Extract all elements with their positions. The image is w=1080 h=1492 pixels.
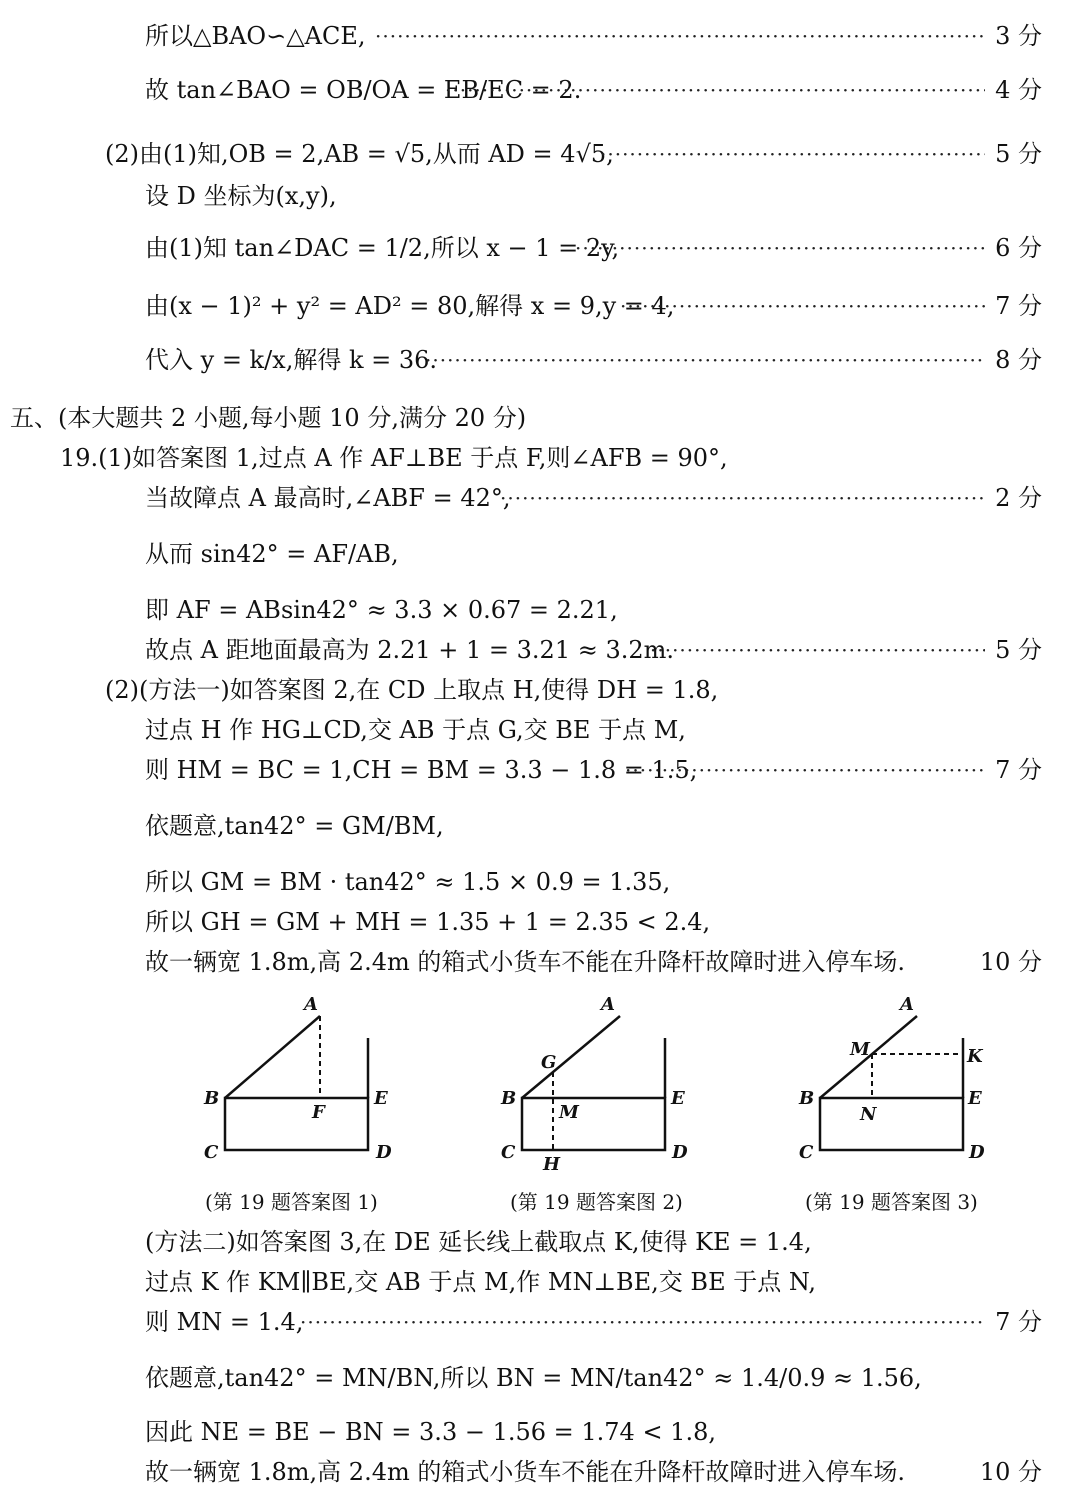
label-e: E xyxy=(968,1088,982,1109)
label-e: E xyxy=(671,1088,685,1109)
solution-line-6 xyxy=(0,286,1080,326)
score: 10 分 xyxy=(979,948,1042,976)
figure-1-caption: (第 19 题答案图 1) xyxy=(205,1190,378,1214)
label-d: D xyxy=(672,1142,688,1163)
label-m: M xyxy=(559,1102,579,1123)
score: 5 分 xyxy=(995,140,1042,168)
label-m: M xyxy=(850,1039,870,1060)
label-h: H xyxy=(543,1154,561,1175)
score: 6 分 xyxy=(995,234,1042,262)
line-text: 过点 H 作 HG⊥CD,交 AB 于点 G,交 BE 于点 M, xyxy=(145,716,686,744)
line-text: 过点 K 作 KM∥BE,交 AB 于点 M,作 MN⊥BE,交 BE 于点 N, xyxy=(145,1268,816,1296)
label-c: C xyxy=(799,1142,814,1163)
solution-line-1 xyxy=(0,16,1080,56)
line-text: 代入 y = k/x,解得 k = 36. xyxy=(145,346,438,374)
leader-dots xyxy=(425,340,985,380)
line-text: 依题意,tan42° = GM/BM, xyxy=(145,812,444,840)
figure-1 xyxy=(225,1016,368,1150)
solution-line-14 xyxy=(0,670,1080,710)
figure-3-caption: (第 19 题答案图 3) xyxy=(805,1190,978,1214)
line-text: 则 MN = 1.4, xyxy=(145,1308,304,1336)
leader-dots xyxy=(600,134,985,174)
label-b: B xyxy=(204,1088,220,1109)
solution-line-19 xyxy=(0,902,1080,942)
solution-line-7 xyxy=(0,340,1080,380)
score: 5 分 xyxy=(995,636,1042,664)
solution-line-25 xyxy=(0,1412,1080,1452)
label-f: F xyxy=(312,1102,325,1123)
score: 7 分 xyxy=(995,756,1042,784)
label-d: D xyxy=(376,1142,392,1163)
leader-dots xyxy=(625,750,985,790)
solution-line-24 xyxy=(0,1358,1080,1398)
line-text: 19.(1)如答案图 1,过点 A 作 AF⊥BE 于点 F,则∠AFB = 90°, xyxy=(60,444,728,472)
solution-line-16 xyxy=(0,750,1080,790)
score: 7 分 xyxy=(995,1308,1042,1336)
line-text: 设 D 坐标为(x,y), xyxy=(145,182,337,210)
line-text: 因此 NE = BE − BN = 3.3 − 1.56 = 1.74 < 1.8, xyxy=(145,1418,716,1446)
solution-line-17 xyxy=(0,806,1080,846)
leader-dots xyxy=(620,286,985,326)
line-text: 所以 GM = BM · tan42° ≈ 1.5 × 0.9 = 1.35, xyxy=(145,868,671,896)
line-text: (2)由(1)知,OB = 2,AB = √5,从而 AD = 4√5, xyxy=(105,140,614,168)
score: 7 分 xyxy=(995,292,1042,320)
answer-figures xyxy=(180,990,1060,1190)
label-b: B xyxy=(501,1088,517,1109)
score: 4 分 xyxy=(995,76,1042,104)
line-text: 当故障点 A 最高时,∠ABF = 42°, xyxy=(145,484,511,512)
label-a: A xyxy=(304,994,318,1015)
solution-line-18 xyxy=(0,862,1080,902)
solution-line-23 xyxy=(0,1302,1080,1342)
label-b: B xyxy=(799,1088,815,1109)
label-a: A xyxy=(601,994,615,1015)
label-a: A xyxy=(900,994,914,1015)
leader-dots xyxy=(445,70,985,110)
score: 10 分 xyxy=(979,1458,1042,1486)
solution-line-4 xyxy=(0,176,1080,216)
line-text: 故一辆宽 1.8m,高 2.4m 的箱式小货车不能在升降杆故障时进入停车场. xyxy=(145,948,905,976)
score: 2 分 xyxy=(995,484,1042,512)
label-c: C xyxy=(501,1142,516,1163)
solution-line-9 xyxy=(0,438,1080,478)
solution-line-10 xyxy=(0,478,1080,518)
solution-line-13 xyxy=(0,630,1080,670)
line-text: 由(1)知 tan∠DAC = 1/2,所以 x − 1 = 2y, xyxy=(145,234,620,262)
label-d: D xyxy=(969,1142,985,1163)
solution-line-15 xyxy=(0,710,1080,750)
solution-line-20 xyxy=(0,942,1080,982)
solution-line-2 xyxy=(0,70,1080,110)
solution-line-26 xyxy=(0,1452,1080,1492)
leader-dots xyxy=(500,478,985,518)
solution-line-11 xyxy=(0,534,1080,574)
gate-box-3 xyxy=(820,1098,963,1150)
figure-2-caption: (第 19 题答案图 2) xyxy=(510,1190,683,1214)
label-e: E xyxy=(374,1088,388,1109)
line-text: 故一辆宽 1.8m,高 2.4m 的箱式小货车不能在升降杆故障时进入停车场. xyxy=(145,1458,905,1486)
solution-line-21 xyxy=(0,1222,1080,1262)
line-text: 从而 sin42° = AF/AB, xyxy=(145,540,399,568)
leader-dots xyxy=(575,228,985,268)
line-text: 则 HM = BC = 1,CH = BM = 3.3 − 1.8 = 1.5, xyxy=(145,756,698,784)
score: 8 分 xyxy=(995,346,1042,374)
gate-box-1 xyxy=(225,1098,368,1150)
barrier-arm-1 xyxy=(225,1016,320,1098)
line-text: 所以 GH = GM + MH = 1.35 + 1 = 2.35 < 2.4, xyxy=(145,908,711,936)
leader-dots xyxy=(650,630,985,670)
line-text: 由(x − 1)² + y² = AD² = 80,解得 x = 9,y = 4, xyxy=(145,292,675,320)
label-g: G xyxy=(541,1052,557,1073)
label-c: C xyxy=(204,1142,219,1163)
line-text: 五、(本大题共 2 小题,每小题 10 分,满分 20 分) xyxy=(10,404,527,432)
line-text: 故点 A 距地面最高为 2.21 + 1 = 3.21 ≈ 3.2m. xyxy=(145,636,675,664)
solution-line-3 xyxy=(0,134,1080,174)
solution-line-22 xyxy=(0,1262,1080,1302)
figure-3 xyxy=(820,1016,963,1150)
solution-line-5 xyxy=(0,228,1080,268)
line-text: 即 AF = ABsin42° ≈ 3.3 × 0.67 = 2.21, xyxy=(145,596,618,624)
gate-box-2 xyxy=(522,1098,665,1150)
label-n: N xyxy=(860,1104,877,1125)
line-text: 故 tan∠BAO = OB/OA = EB/EC = 2. xyxy=(145,76,582,104)
line-text: (方法二)如答案图 3,在 DE 延长线上截取点 K,使得 KE = 1.4, xyxy=(145,1228,812,1256)
label-k: K xyxy=(967,1046,983,1067)
section-heading xyxy=(0,398,1080,438)
score: 3 分 xyxy=(995,22,1042,50)
line-text: 所以△BAO∽△ACE, xyxy=(145,22,366,50)
barrier-arm-2 xyxy=(522,1016,620,1098)
line-text: 依题意,tan42° = MN/BN,所以 BN = MN/tan42° ≈ 1.4/0.9 ≈ 1.56, xyxy=(145,1364,922,1392)
solution-line-12 xyxy=(0,590,1080,630)
figure-2 xyxy=(522,1016,665,1150)
leader-dots xyxy=(300,1302,985,1342)
line-text: (2)(方法一)如答案图 2,在 CD 上取点 H,使得 DH = 1.8, xyxy=(105,676,719,704)
leader-dots xyxy=(375,16,985,56)
